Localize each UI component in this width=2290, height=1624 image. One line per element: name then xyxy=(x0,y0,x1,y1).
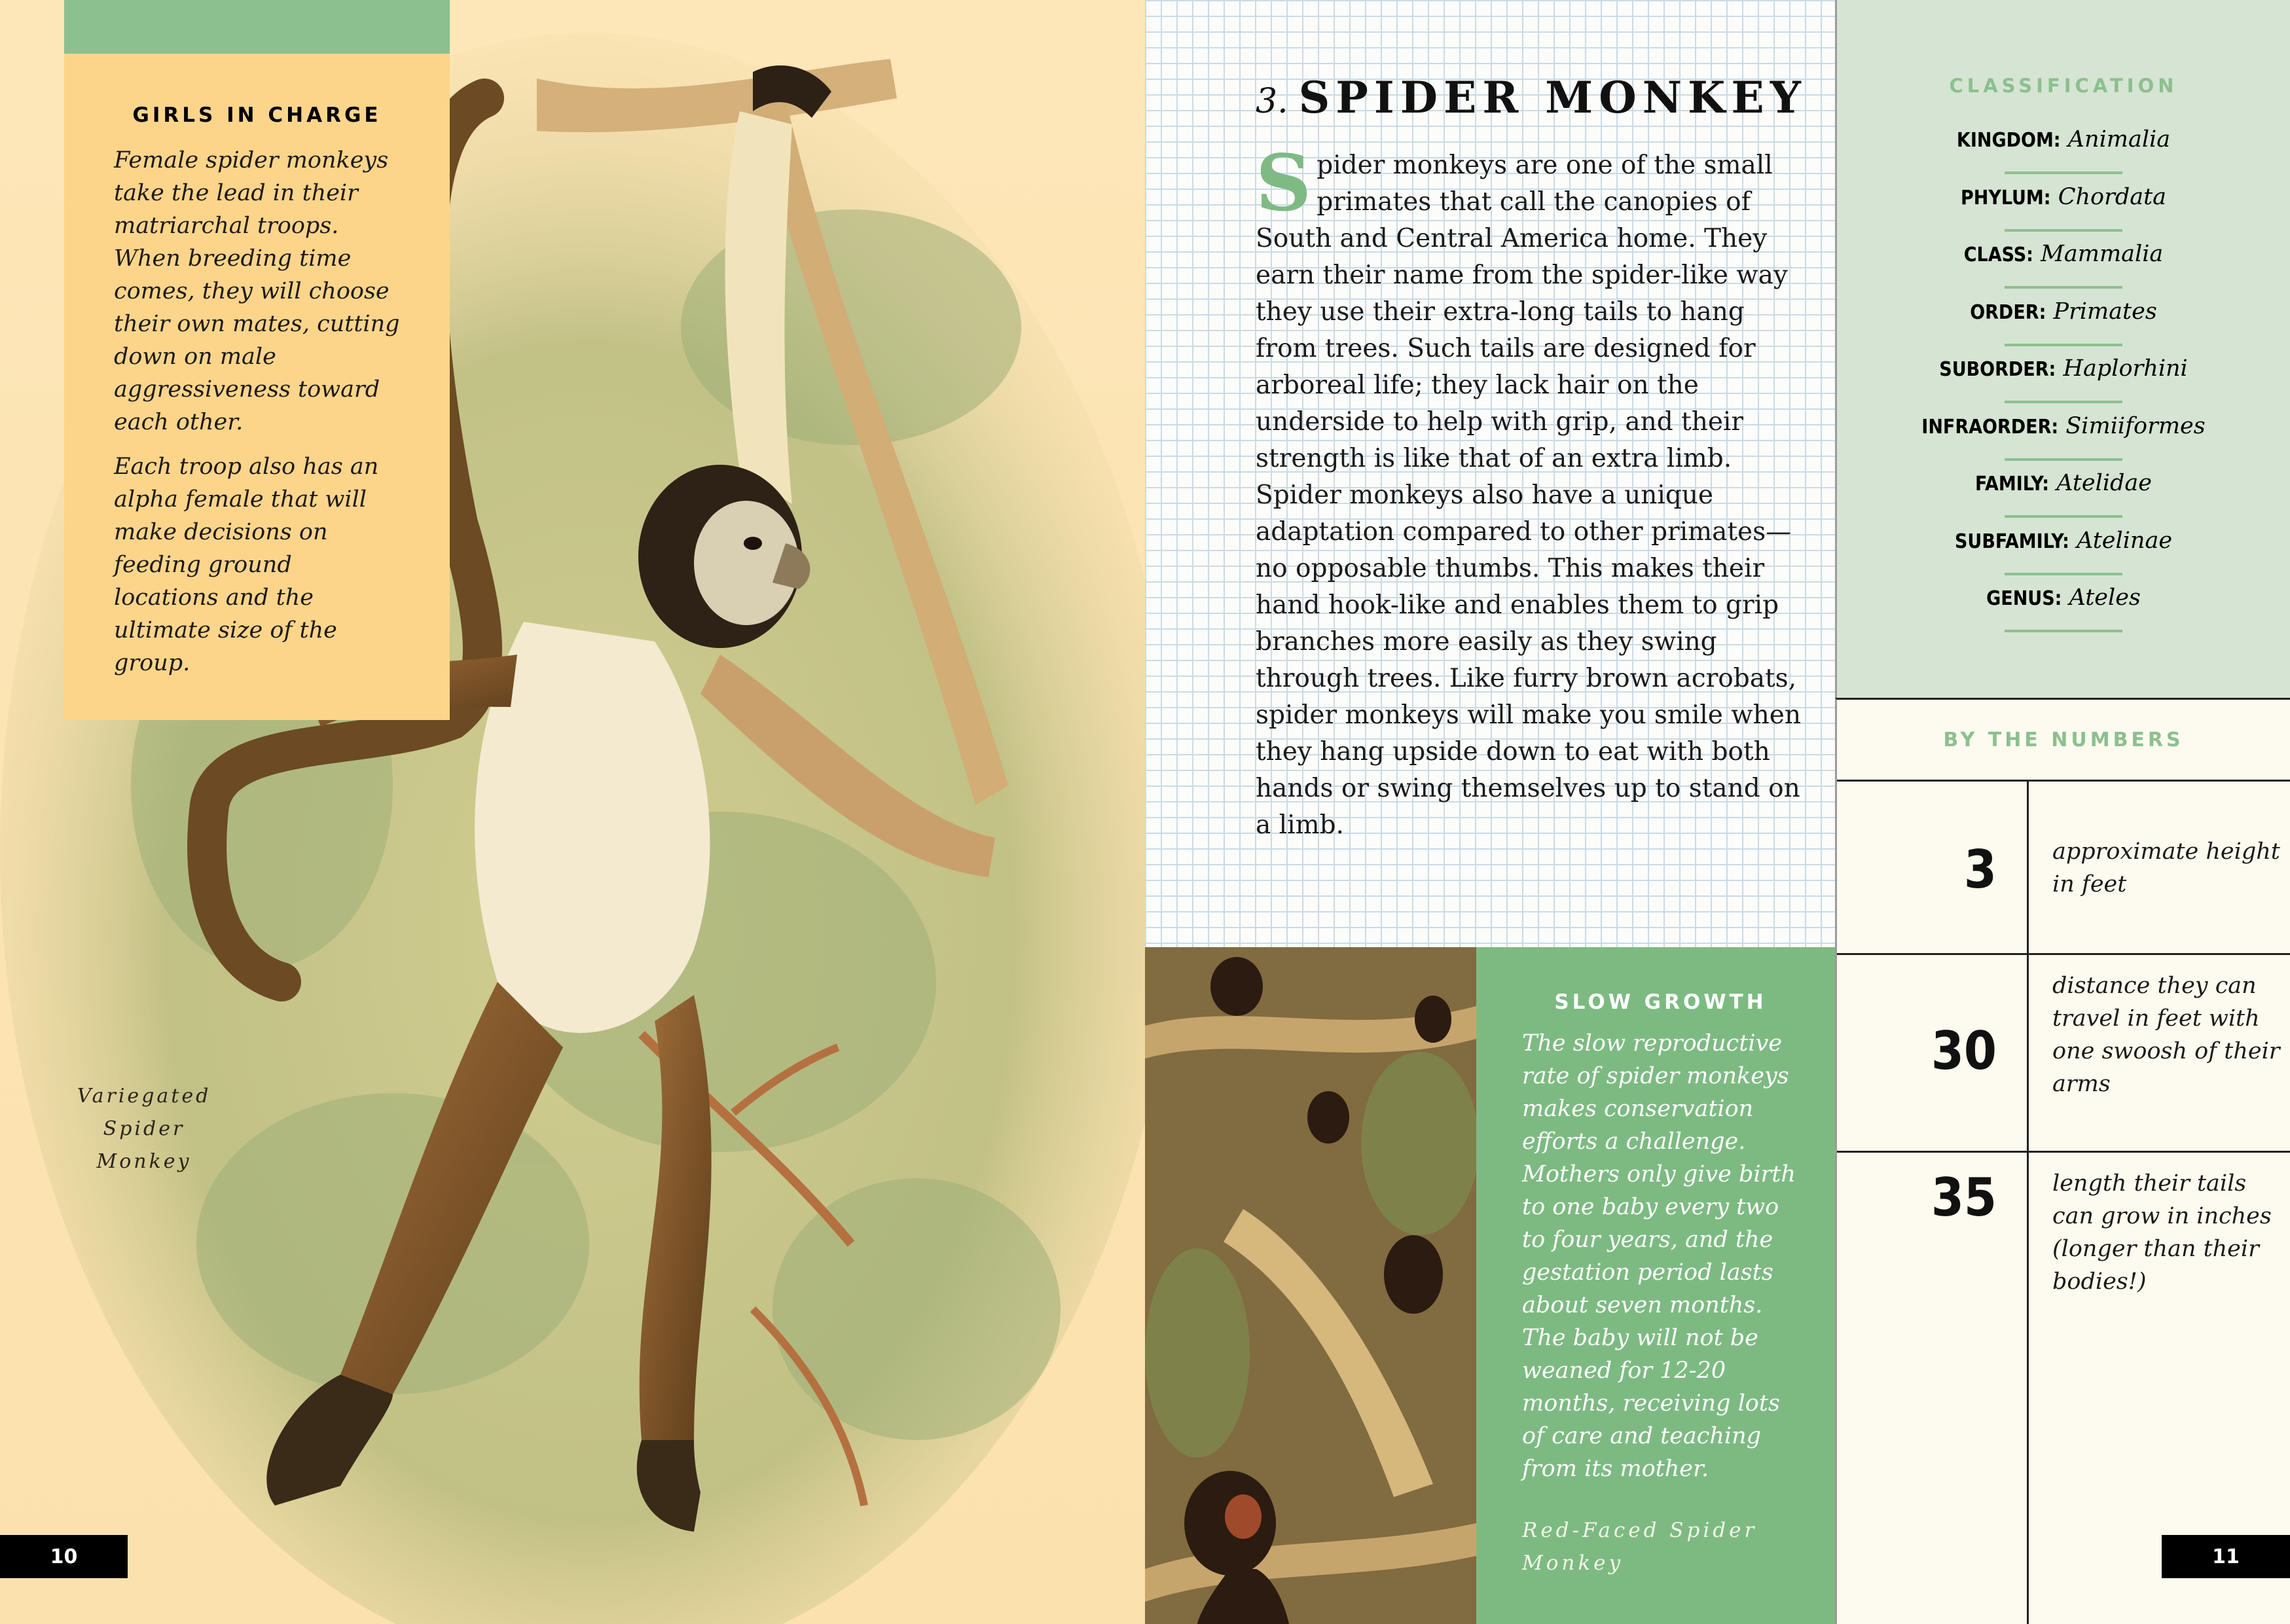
slow-growth-text: The slow reproductive rate of spider monkeys makes conservation efforts a challenge. Mothers only give birth to one baby every two to four years, and the gestation period lasts about seven months. The baby will not be weaned for 12-20 months, receiving lots of care and teaching from its mother. xyxy=(1522,1030,1796,1482)
classification-line xyxy=(1986,581,2141,615)
classification-value: Ateles xyxy=(2069,585,2141,611)
by-the-numbers-heading: BY THE NUMBERS xyxy=(1837,700,2290,782)
classification-divider xyxy=(2005,458,2122,461)
classification-row xyxy=(1837,295,2290,353)
illustration-caption xyxy=(69,1080,219,1178)
illustration-caption: Red-Faced Spider Monkey xyxy=(1522,1519,1758,1575)
stat-value: 30 xyxy=(1837,955,2029,1151)
classification-line xyxy=(1955,524,2172,558)
page-number: 10 xyxy=(0,1535,128,1578)
red-faced-spider-monkey-illustration xyxy=(1145,947,1476,1624)
stat-description: approximate height in feet xyxy=(2052,839,2280,897)
classification-divider xyxy=(2005,286,2122,289)
classification-line xyxy=(1964,238,2164,272)
classification-value: Mammalia xyxy=(2041,241,2164,267)
classification-value: Atelinae xyxy=(2077,527,2173,554)
classification-row xyxy=(1837,238,2290,295)
article-title-text: SPIDER MONKEY xyxy=(1298,72,1807,123)
classification-line xyxy=(1957,123,2170,157)
slow-growth-heading: SLOW GROWTH xyxy=(1554,990,1767,1014)
classification-row xyxy=(1837,410,2290,467)
stat-value: 35 xyxy=(1837,1153,2029,1624)
caption-line: Spider xyxy=(103,1117,185,1140)
stat-value: 3 xyxy=(1837,782,2029,953)
classification-line xyxy=(1939,352,2188,386)
classification-value: Haplorhini xyxy=(2063,355,2188,382)
girls-in-charge-sidebar xyxy=(64,54,450,720)
stat-row xyxy=(1837,782,2290,955)
classification-list xyxy=(1837,123,2290,639)
sidebar-heading: GIRLS IN CHARGE xyxy=(132,103,382,127)
classification-value: Primates xyxy=(2053,298,2157,325)
classification-rank: KINGDOM: xyxy=(1956,129,2061,152)
stat-description: distance they can travel in feet with one swoosh of their arms xyxy=(2052,973,2280,1097)
classification-rank: SUBORDER: xyxy=(1939,358,2056,381)
classification-row xyxy=(1837,352,2290,410)
classification-row xyxy=(1837,123,2290,181)
page-number: 11 xyxy=(2162,1535,2290,1578)
classification-rank: INFRAORDER: xyxy=(1921,415,2059,439)
classification-rank: GENUS: xyxy=(1986,587,2062,610)
classification-rank: ORDER: xyxy=(1970,300,2046,324)
classification-line xyxy=(1961,181,2166,215)
classification-divider xyxy=(2005,171,2122,174)
sidebar-paragraph: Female spider monkeys take the lead in their matriarchal troops. When breeding time comes, they will choose their own mates, cutting down on male aggressiveness toward each other. xyxy=(114,147,400,435)
classification-row xyxy=(1837,524,2290,582)
classification-line xyxy=(1921,410,2205,444)
classification-heading: CLASSIFICATION xyxy=(1949,75,2178,97)
article-title xyxy=(1256,72,1832,123)
slow-growth-sidebar xyxy=(1476,947,1835,1624)
classification-line xyxy=(1970,295,2157,329)
stat-description: length their tails can grow in inches (longer than their bodies!) xyxy=(2052,1170,2272,1295)
classification-rank: CLASS: xyxy=(1963,244,2033,266)
classification-row xyxy=(1837,581,2290,639)
drop-cap: S xyxy=(1256,137,1312,228)
sidebar-decorative-strip xyxy=(64,0,450,54)
classification-row xyxy=(1837,181,2290,238)
classification-value: Simiiformes xyxy=(2065,412,2206,439)
classification-rank: PHYLUM: xyxy=(1960,186,2051,209)
classification-panel xyxy=(1835,0,2290,698)
article-number: 3. xyxy=(1256,82,1288,121)
classification-value: Animalia xyxy=(2067,126,2171,153)
classification-divider xyxy=(2005,344,2122,346)
classification-divider xyxy=(2005,401,2122,403)
classification-rank: FAMILY: xyxy=(1975,473,2050,496)
sidebar-paragraph: Each troop also has an alpha female that will make decisions on feeding ground locations and the ultimate size of the group. xyxy=(114,454,379,676)
article-body xyxy=(1256,137,1807,844)
classification-value: Chordata xyxy=(2058,183,2167,210)
classification-value: Atelidae xyxy=(2056,470,2152,496)
classification-row xyxy=(1837,467,2290,524)
article-body-text: pider monkeys are one of the small primates that call the canopies of South and Central America home. They earn their name from the spider-like way they use their extra-long tails to hang from trees. Such tails are designed for arboreal life; they lack hair on the underside to help with grip, and their strength is like that of an extra limb. Spider monkeys also have a unique adaptation compared to other primates—no opposable thumbs. This makes their hand hook-like and enables them to grip branches more easily as they swing through trees. Like furry brown acrobats, spider monkeys will make you smile when they hang upside down to eat with both hands or swing themselves up to stand on a limb. xyxy=(1256,151,1801,840)
classification-divider xyxy=(2005,229,2122,232)
classification-divider xyxy=(2005,630,2122,632)
stat-row xyxy=(1837,955,2290,1153)
classification-rank: SUBFAMILY: xyxy=(1954,530,2069,553)
classification-divider xyxy=(2005,515,2122,518)
classification-divider xyxy=(2005,573,2122,575)
classification-line xyxy=(1975,467,2152,501)
caption-line: Monkey xyxy=(96,1150,192,1173)
caption-line: Variegated xyxy=(77,1085,211,1108)
by-the-numbers-panel xyxy=(1835,698,2290,1624)
